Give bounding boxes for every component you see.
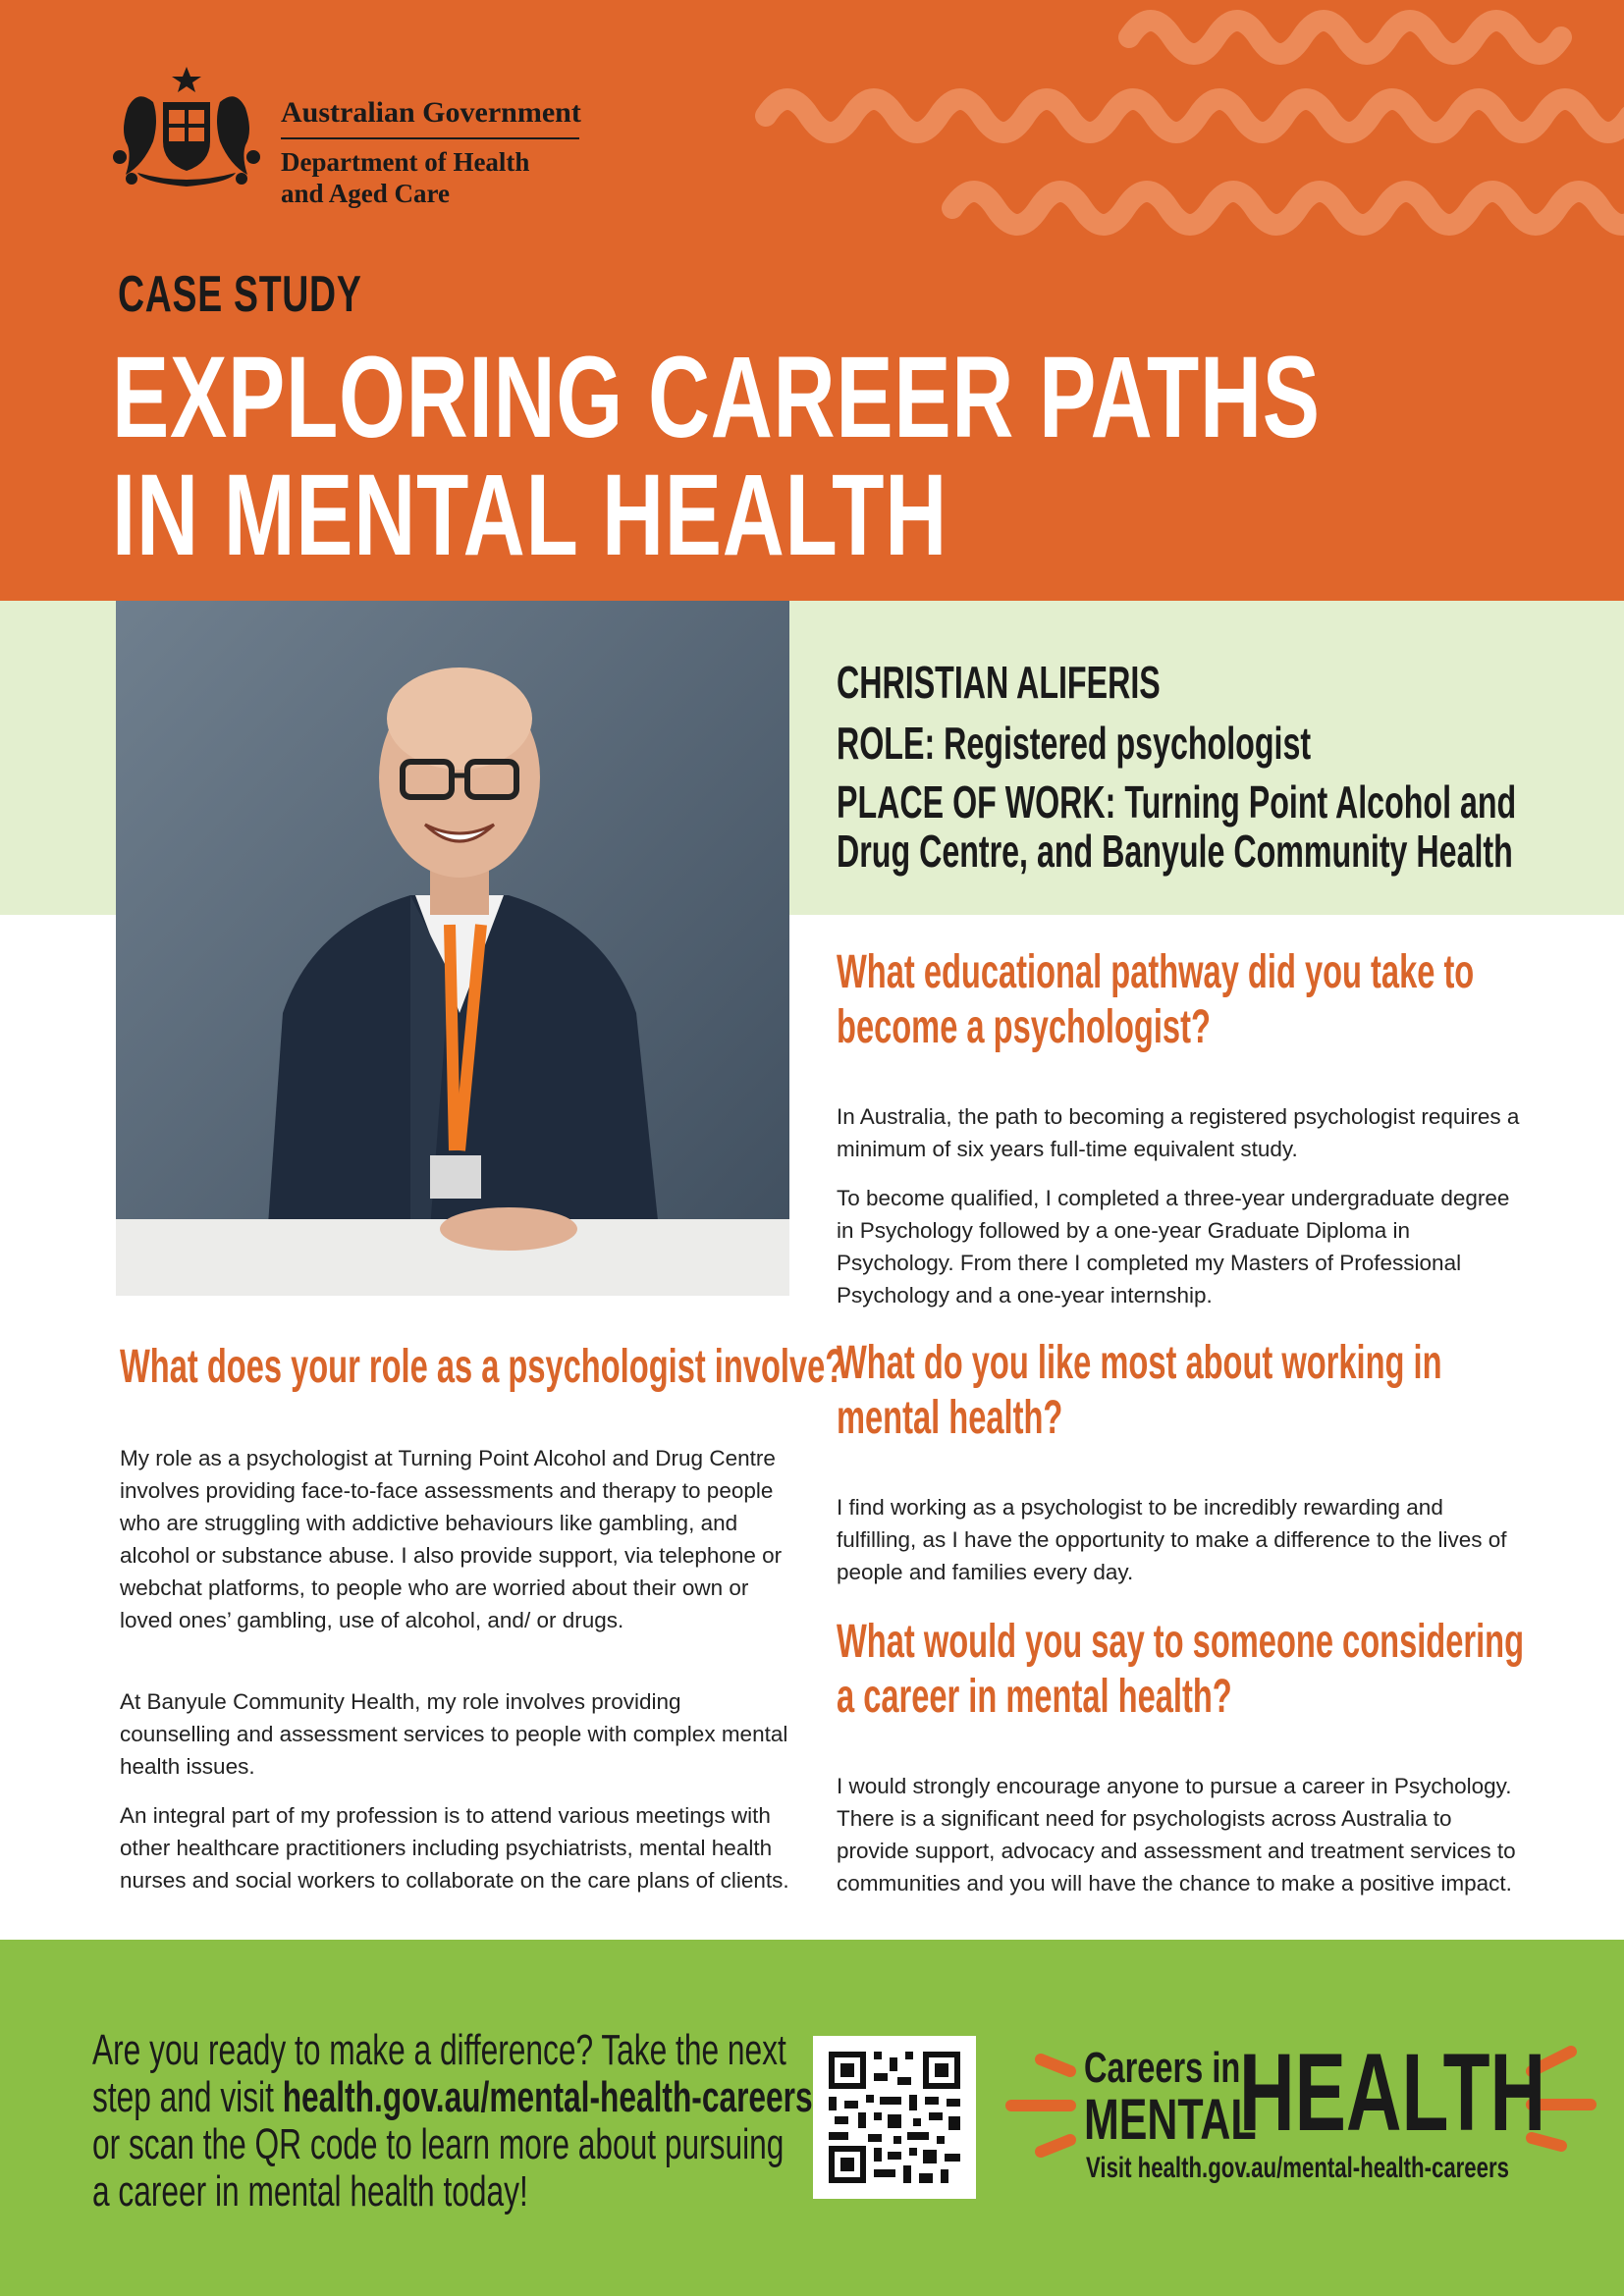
question-education-line1: What educational pathway did you take to bbox=[837, 946, 1475, 998]
decorative-waves-icon bbox=[707, 0, 1624, 255]
cta-line2 bbox=[92, 2073, 813, 2122]
cta-line1: Are you ready to make a difference? Take the next bbox=[92, 2026, 786, 2074]
brand-mental: MENTAL bbox=[1084, 2088, 1257, 2152]
page-title-line1: EXPLORING CAREER PATHS bbox=[112, 333, 1321, 462]
department-name-line1: Department of Health bbox=[281, 147, 530, 177]
answer-role-paragraph: An integral part of my profession is to attend various meetings with other healthcare practitioners including psychiatrists, mental health nurses and social workers to collaborate on the care plans of clients. bbox=[120, 1802, 789, 1893]
portrait-photo bbox=[116, 601, 789, 1296]
question-role: What does your role as a psychologist involve? bbox=[120, 1341, 845, 1393]
cta-line4: a career in mental health today! bbox=[92, 2167, 528, 2216]
workplace-value-line1: Turning Point Alcohol and bbox=[1124, 776, 1517, 828]
question-like-line1: What do you like most about working in bbox=[837, 1337, 1442, 1389]
answer-education-paragraph: In Australia, the path to becoming a registered psychologist requires a minimum of six years full-time equivalent study. bbox=[837, 1103, 1520, 1161]
department-name-line2: and Aged Care bbox=[281, 179, 451, 208]
brand-health: HEALTH bbox=[1239, 2031, 1546, 2154]
cta-line3: or scan the QR code to learn more about pursuing bbox=[92, 2120, 785, 2168]
question-advice-line1: What would you say to someone considering bbox=[837, 1616, 1525, 1668]
burst-lines-icon bbox=[1001, 2052, 1090, 2160]
role-value: Registered psychologist bbox=[944, 718, 1312, 769]
government-divider bbox=[281, 137, 579, 139]
answer-role-paragraph: At Banyule Community Health, my role involves providing counselling and assessment services to people with complex mental health issues. bbox=[120, 1688, 788, 1779]
question-like-line2: mental health? bbox=[837, 1392, 1063, 1444]
workplace-value-line2: Drug Centre, and Banyule Community Health bbox=[837, 826, 1513, 877]
answer-advice-paragraph: I would strongly encourage anyone to pursue a career in Psychology. There is a significant need for psychologists across Australia to provide support, advocacy and assessment and treatment services to communities and you will have the chance to make a positive impact. bbox=[837, 1773, 1516, 1896]
cta-link[interactable]: health.gov.au/mental-health-careers bbox=[282, 2073, 813, 2121]
answer-education-paragraph: To become qualified, I completed a three-year undergraduate degree in Psychology followed by a one-year Graduate Diploma in Psychology. From there I completed my Masters of Professional Psychology and a one-year internship. bbox=[837, 1185, 1510, 1308]
workplace-label: PLACE OF WORK: bbox=[837, 776, 1116, 828]
brand-visit-link[interactable]: Visit health.gov.au/mental-health-careers bbox=[1086, 2152, 1509, 2184]
answer-role-paragraph: My role as a psychologist at Turning Point Alcohol and Drug Centre involves providing face-to-face assessments and therapy to people who are struggling with addictive behaviours like gambling, and alcohol or substance abuse. I also provide support, via telephone or webchat platforms, to people who are worried about their own or loved ones’ gambling, use of alcohol, and/ or drugs. bbox=[120, 1445, 783, 1632]
role-label: ROLE: bbox=[837, 718, 936, 769]
question-education-line2: become a psychologist? bbox=[837, 1001, 1211, 1053]
question-advice-line2: a career in mental health? bbox=[837, 1671, 1232, 1723]
page-title-line2: IN MENTAL HEALTH bbox=[112, 451, 948, 580]
profile-name: CHRISTIAN ALIFERIS bbox=[837, 657, 1161, 708]
brand-careers-in: Careers in bbox=[1084, 2044, 1241, 2092]
government-name: Australian Government bbox=[281, 96, 581, 129]
qr-code-icon bbox=[829, 2052, 960, 2183]
qr-code[interactable] bbox=[813, 2036, 976, 2199]
cta-line2-text: step and visit bbox=[92, 2073, 283, 2121]
profile-role bbox=[837, 717, 1311, 770]
answer-like-paragraph: I find working as a psychologist to be incredibly rewarding and fulfilling, as I have the opportunity to make a difference to the lives of people and families every day. bbox=[837, 1494, 1507, 1584]
eyebrow-label: CASE STUDY bbox=[118, 266, 362, 323]
profile-workplace bbox=[837, 775, 1516, 828]
coat-of-arms-icon bbox=[108, 63, 265, 188]
